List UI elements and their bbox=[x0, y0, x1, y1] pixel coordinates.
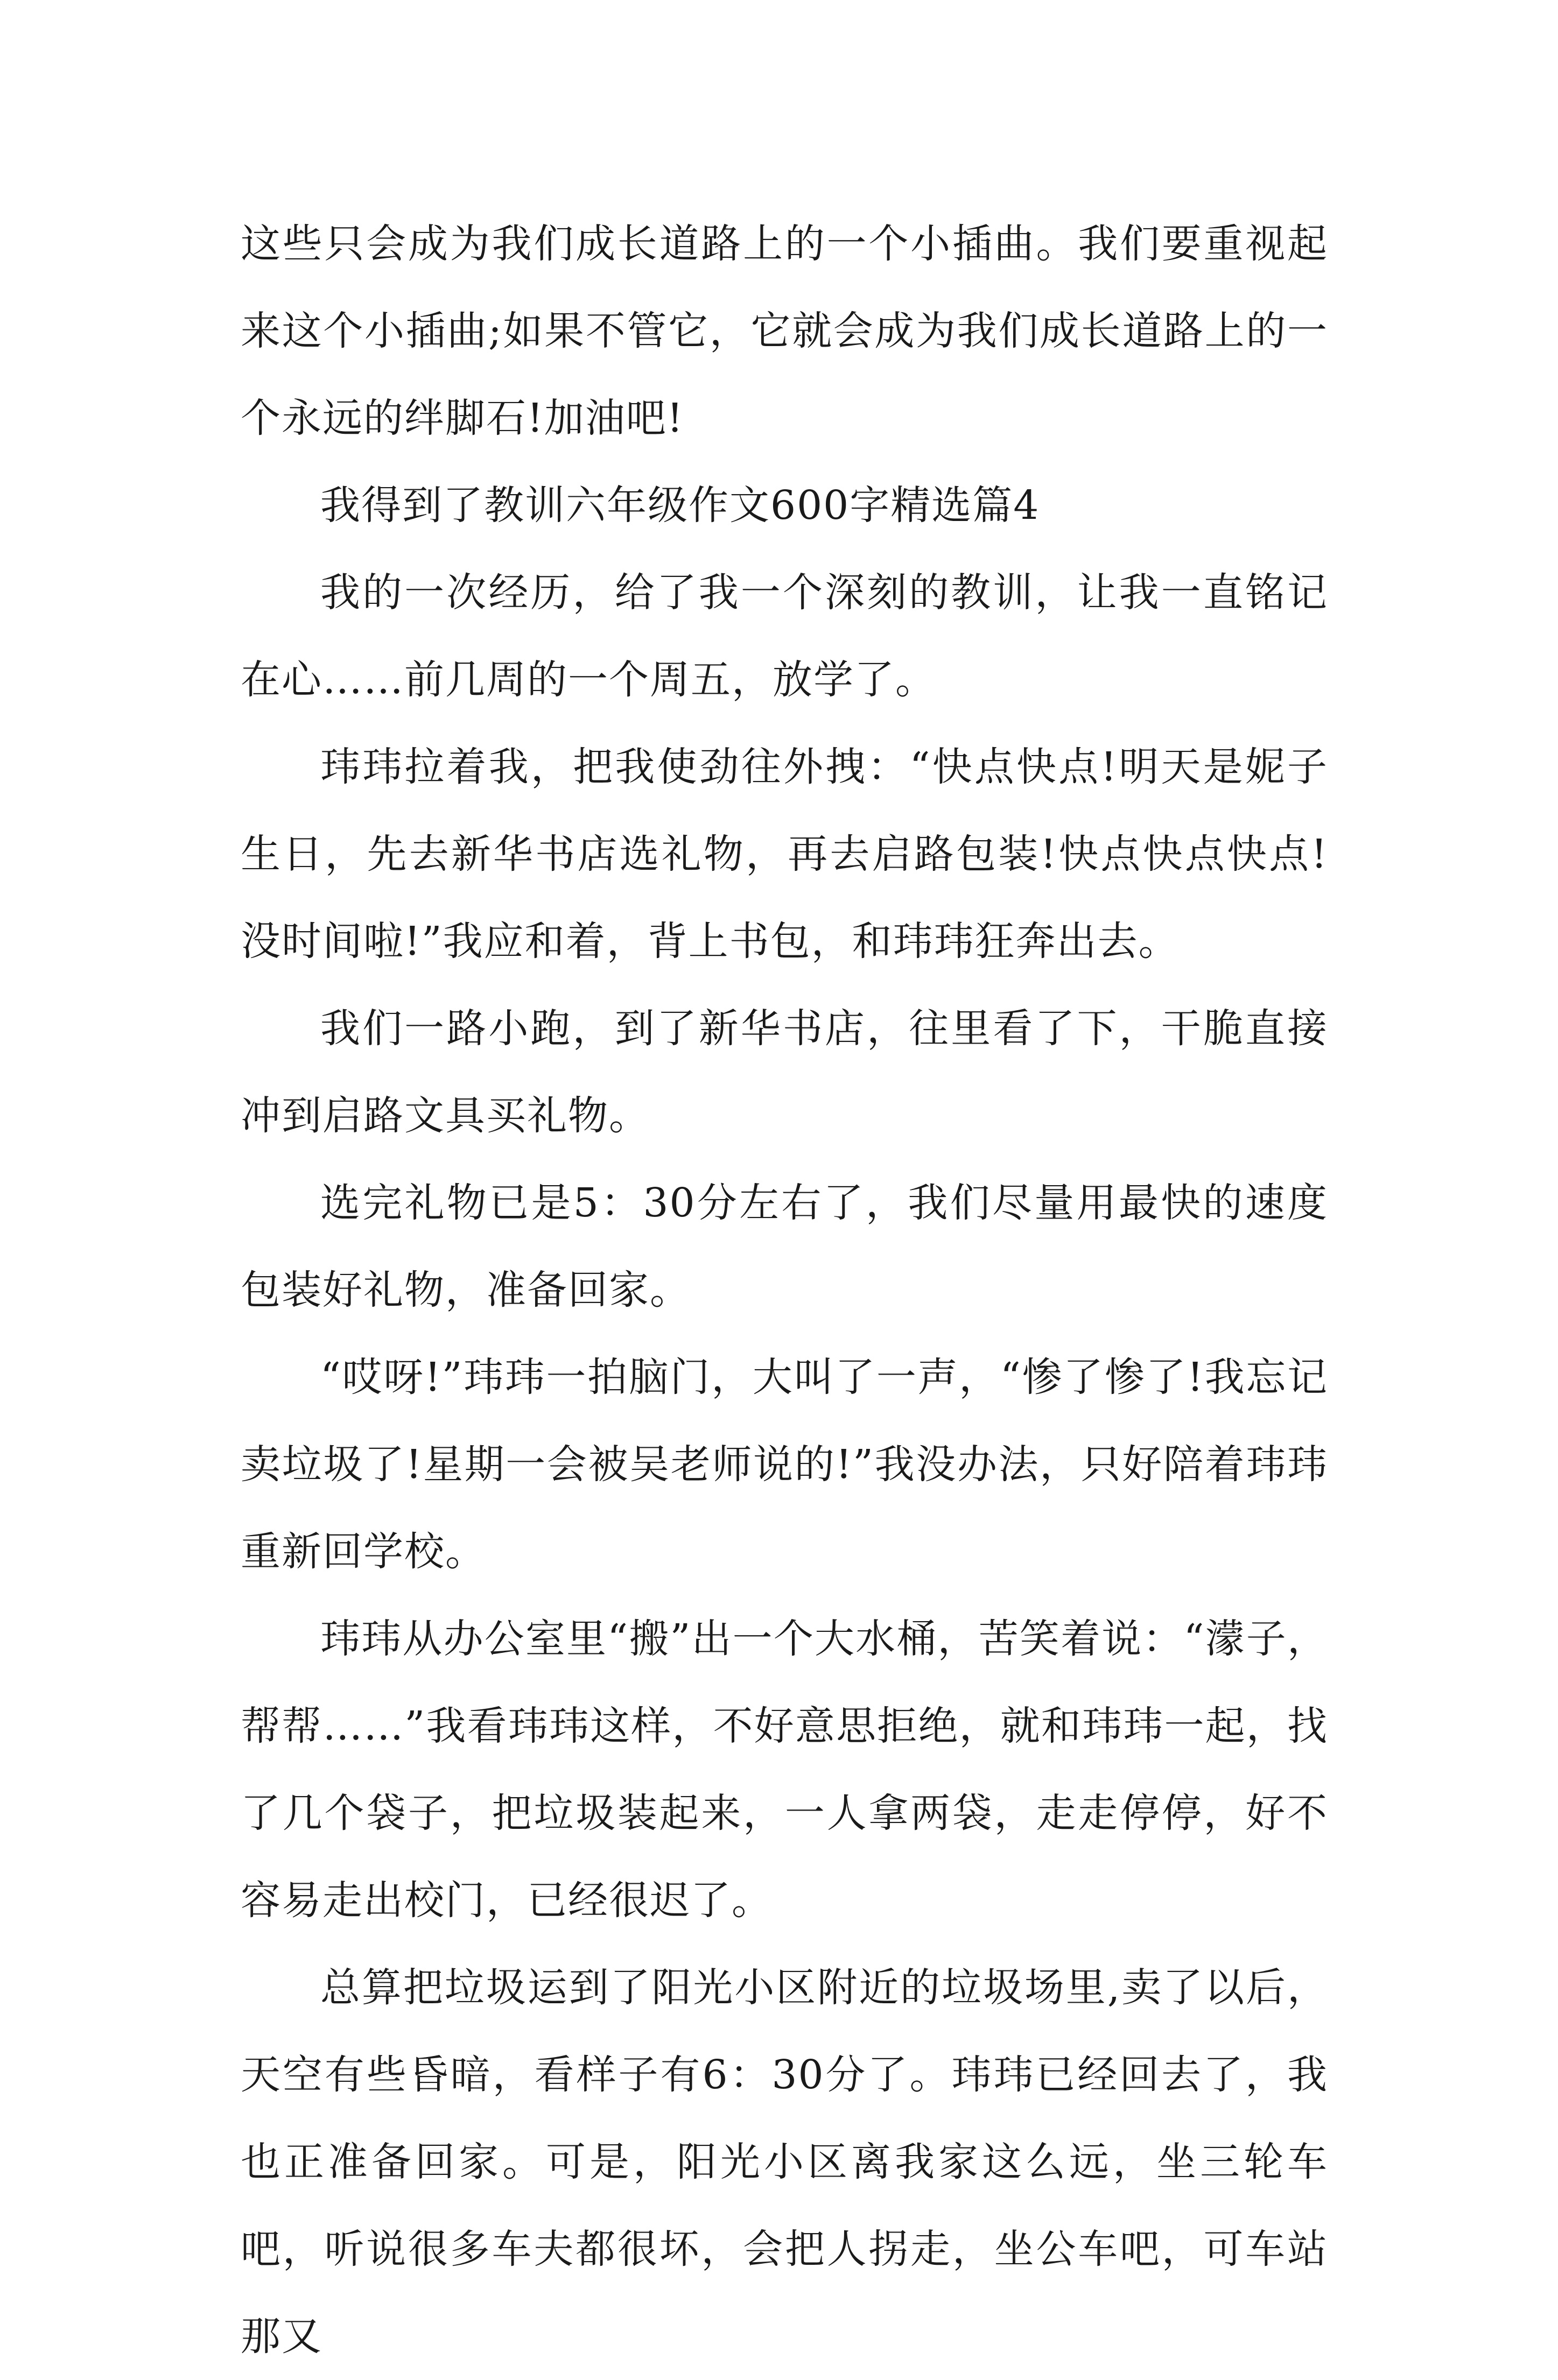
paragraph-1: 这些只会成为我们成长道路上的一个小插曲。我们要重视起来这个小插曲;如果不管它，它就会成为我们成长道路上的一个永远的绊脚石!加油吧! bbox=[241, 221, 1328, 441]
paragraph-8: 总算把垃圾运到了阳光小区附近的垃圾场里,卖了以后，天空有些昏暗，看样子有6：30分了。玮玮已经回去了，我也正准备回家。可是，阳光小区离我家这么远，坐三轮车吧，听说很多车夫都很坏，会把人拐走，坐公车吧，可车站那又 bbox=[241, 1964, 1328, 2360]
section-heading: 我得到了教训六年级作文600字精选篇4 bbox=[320, 482, 1040, 529]
paragraph-3: 玮玮拉着我，把我使劲往外拽：“快点快点!明天是妮子生日，先去新华书店选礼物，再去启路包装!快点快点快点!没时间啦!”我应和着，背上书包，和玮玮狂奔出去。 bbox=[241, 744, 1328, 964]
paragraph-5: 选完礼物已是5：30分左右了，我们尽量用最快的速度包装好礼物，准备回家。 bbox=[241, 1180, 1328, 1313]
paragraph-2: 我的一次经历，给了我一个深刻的教训，让我一直铭记在心……前几周的一个周五，放学了。 bbox=[241, 569, 1328, 703]
document-body bbox=[241, 200, 1328, 2380]
paragraph-7: 玮玮从办公室里“搬”出一个大水桶，苦笑着说：“濛子，帮帮……”我看玮玮这样，不好意思拒绝，就和玮玮一起，找了几个袋子，把垃圾装起来，一人拿两袋，走走停停，好不容易走出校门，已经很迟了。 bbox=[241, 1616, 1328, 1924]
paragraph-4: 我们一路小跑，到了新华书店，往里看了下，干脆直接冲到启路文具买礼物。 bbox=[241, 1005, 1328, 1139]
paragraph-6: “哎呀!”玮玮一拍脑门，大叫了一声，“惨了惨了!我忘记卖垃圾了!星期一会被吴老师说的!”我没办法，只好陪着玮玮重新回学校。 bbox=[241, 1354, 1328, 1575]
